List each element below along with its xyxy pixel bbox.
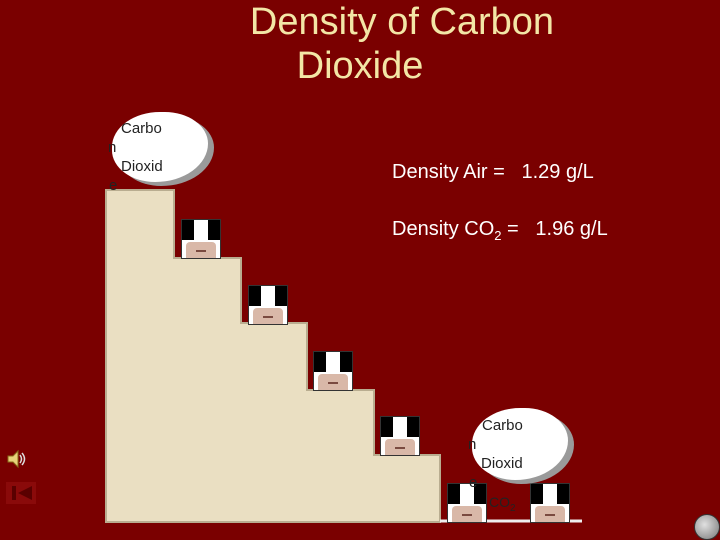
- title-line-2: Dioxide: [296, 45, 424, 87]
- speaker-icon[interactable]: [6, 448, 28, 470]
- density-air-value: 1.29 g/L: [521, 161, 594, 183]
- cloud-bottom-text-1: Carbo: [482, 417, 523, 434]
- density-air-label: Density Air =: [392, 161, 505, 183]
- cloud-bottom-text-2: n: [468, 436, 477, 453]
- density-co2-subscript: 2: [494, 228, 502, 243]
- cloud-top-text-2: n: [108, 139, 117, 156]
- co2-label-subscript: 2: [510, 502, 516, 514]
- co2-molecule-block-5: [447, 483, 487, 523]
- co2-molecule-block-3: [313, 351, 353, 391]
- density-co2-label-prefix: Density CO: [392, 218, 495, 240]
- sound-icon[interactable]: [694, 514, 720, 540]
- cloud-bottom-text-3: Dioxid: [481, 455, 523, 472]
- density-air: [392, 161, 594, 184]
- cloud-top-text-1: Carbo: [121, 120, 162, 137]
- back-arrow-icon[interactable]: [6, 482, 36, 504]
- cloud-bottom-text-4: e: [469, 474, 478, 491]
- title-line-1: Density of Carbon: [249, 1, 555, 43]
- cloud-top-text-3: Dioxid: [121, 158, 163, 175]
- co2-molecule-block-4: [380, 416, 420, 456]
- cloud-top-text-4: e: [109, 177, 118, 194]
- density-co2-value: 1.96 g/L: [535, 218, 608, 240]
- density-co2-label-suffix: =: [501, 218, 519, 240]
- co2-molecule-block-6: [530, 483, 570, 523]
- co2-molecule-block-1: [181, 219, 221, 259]
- co2-label-prefix: CO: [489, 494, 510, 510]
- density-co2: [392, 218, 608, 243]
- co2-molecule-block-2: [248, 285, 288, 325]
- co2-label: [489, 494, 516, 514]
